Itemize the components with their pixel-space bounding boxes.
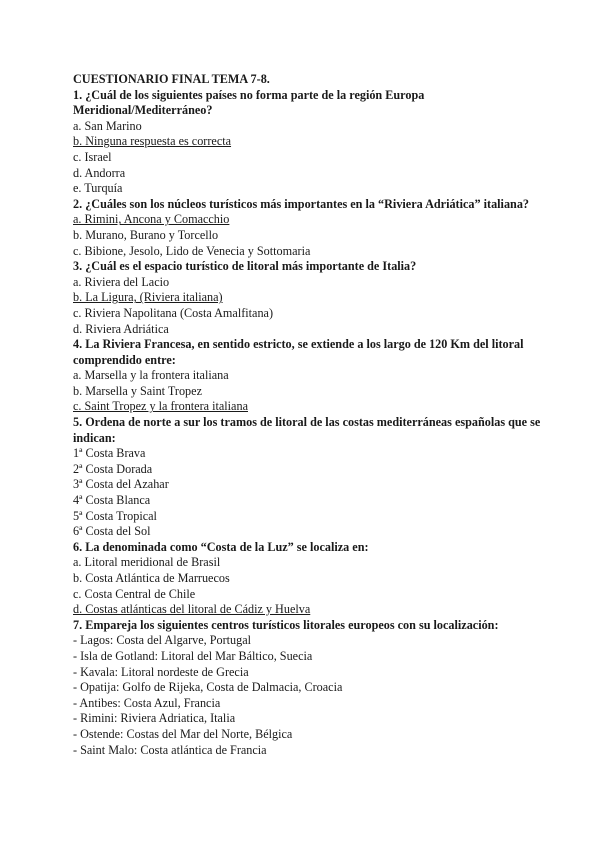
answer-option: a. Marsella y la frontera italiana — [73, 368, 229, 383]
question-6 — [73, 540, 543, 618]
answer-option: a. San Marino — [73, 118, 142, 133]
answer-option-correct: c. Saint Tropez y la frontera italiana — [73, 399, 248, 414]
answer-option: c. Costa Central de Chile — [73, 586, 196, 601]
ordered-answer: 4ª Costa Blanca — [73, 493, 151, 508]
matched-answer: - Kavala: Litoral nordeste de Grecia — [73, 664, 249, 679]
matched-answer: - Ostende: Costas del Mar del Norte, Bélgica — [73, 726, 293, 741]
question-5 — [73, 415, 543, 540]
ordered-answer: 3ª Costa del Azahar — [73, 477, 169, 492]
answer-option: a. Riviera del Lacio — [73, 274, 170, 289]
answer-option: c. Israel — [73, 149, 112, 164]
answer-option-correct: b. Ninguna respuesta es correcta — [73, 134, 232, 149]
question-text: 4. La Riviera Francesa, en sentido estricto, se extiende a los largo de 120 Km del litoral comprendido entre: — [73, 337, 524, 367]
matched-answer: - Antibes: Costa Azul, Francia — [73, 695, 221, 710]
answer-option: c. Riviera Napolitana (Costa Amalfitana) — [73, 305, 274, 320]
questionnaire — [73, 72, 543, 758]
ordered-answer: 1ª Costa Brava — [73, 446, 146, 461]
question-text: 5. Ordena de norte a sur los tramos de litoral de las costas mediterráneas españolas que se indican: — [73, 415, 541, 445]
question-text: 7. Empareja los siguientes centros turísticos litorales europeos con su localización: — [73, 617, 499, 632]
answer-option-correct: d. Costas atlánticas del litoral de Cádiz y Huelva — [73, 602, 311, 617]
answer-option-correct: a. Rimini, Ancona y Comacchio — [73, 212, 230, 227]
ordered-answer: 2ª Costa Dorada — [73, 461, 153, 476]
matched-answer: - Lagos: Costa del Algarve, Portugal — [73, 633, 252, 648]
question-2 — [73, 197, 543, 259]
answer-option: c. Bibione, Jesolo, Lido de Venecia y Sottomaria — [73, 243, 311, 258]
document-title: CUESTIONARIO FINAL TEMA 7-8. — [73, 72, 270, 86]
question-1 — [73, 88, 543, 197]
answer-option: b. Costa Atlántica de Marruecos — [73, 571, 230, 585]
answer-option: d. Riviera Adriática — [73, 321, 169, 336]
question-4 — [73, 337, 543, 415]
answer-option: b. Murano, Burano y Torcello — [73, 227, 219, 242]
question-text: 6. La denominada como “Costa de la Luz” se localiza en: — [73, 539, 369, 554]
answer-option: b. Marsella y Saint Tropez — [73, 383, 202, 398]
answer-option-correct: b. La Ligura, (Riviera italiana) — [73, 290, 223, 305]
answer-option: e. Turquía — [73, 181, 123, 196]
ordered-answer: 6ª Costa del Sol — [73, 524, 151, 539]
question-text: 2. ¿Cuáles son los núcleos turísticos más importantes en la “Riviera Adriática” italiana? — [73, 196, 530, 211]
matched-answer: - Saint Malo: Costa atlántica de Francia — [73, 742, 267, 757]
question-7 — [73, 618, 543, 758]
ordered-answer: 5ª Costa Tropical — [73, 508, 157, 523]
question-3 — [73, 259, 543, 337]
matched-answer: - Opatija: Golfo de Rijeka, Costa de Dalmacia, Croacia — [73, 680, 343, 695]
question-text: 3. ¿Cuál es el espacio turístico de litoral más importante de Italia? — [73, 259, 417, 274]
answer-option: a. Litoral meridional de Brasil — [73, 555, 221, 570]
question-text: 1. ¿Cuál de los siguientes países no forma parte de la región Europa Meridional/Mediterráneo? — [73, 87, 425, 118]
matched-answer: - Rimini: Riviera Adriatica, Italia — [73, 711, 236, 726]
matched-answer: - Isla de Gotland: Litoral del Mar Báltico, Suecia — [73, 648, 313, 663]
answer-option: d. Andorra — [73, 165, 126, 180]
